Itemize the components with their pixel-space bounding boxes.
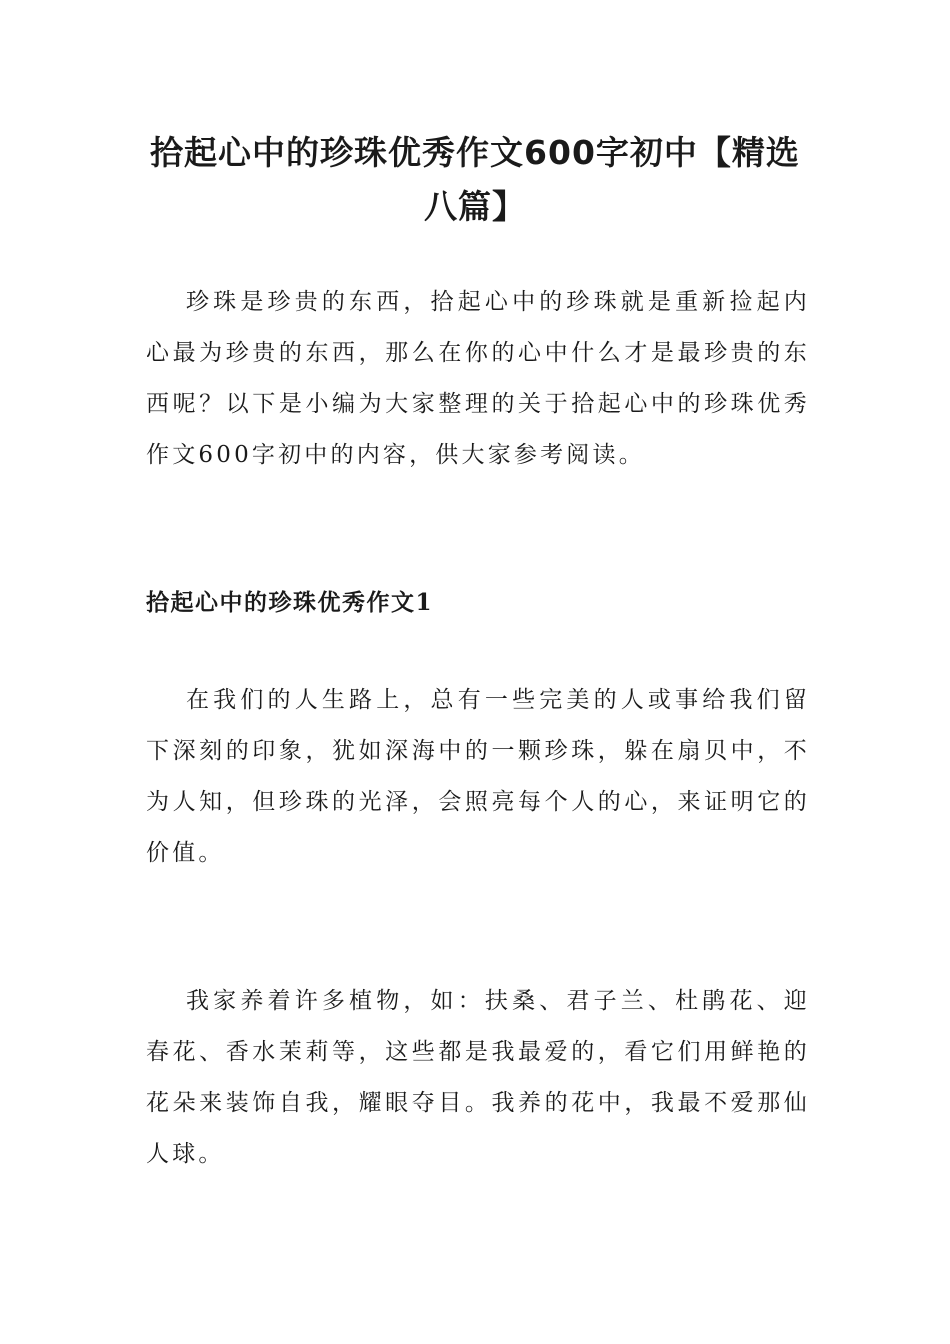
section-heading: 拾起心中的珍珠优秀作文1 bbox=[146, 589, 434, 616]
body-paragraph: 我家养着许多植物，如：扶桑、君子兰、杜鹃花、迎春花、香水茉莉等，这些都是我最爱的，看它们用鲜艳的花朵来装饰自我，耀眼夺目。我养的花中，我最不爱那仙人球。 bbox=[146, 988, 810, 1167]
document-title: 拾起心中的珍珠优秀作文600字初中【精选八篇】 bbox=[150, 133, 800, 226]
intro-paragraph: 珍珠是珍贵的东西，拾起心中的珍珠就是重新捡起内心最为珍贵的东西，那么在你的心中什么才是最珍贵的东西呢？以下是小编为大家整理的关于拾起心中的珍珠优秀作文600字初中的内容，供大家参考阅读。 bbox=[146, 289, 810, 468]
body-paragraph: 在我们的人生路上，总有一些完美的人或事给我们留下深刻的印象，犹如深海中的一颗珍珠，躲在扇贝中，不为人知，但珍珠的光泽，会照亮每个人的心，来证明它的价值。 bbox=[146, 687, 810, 866]
